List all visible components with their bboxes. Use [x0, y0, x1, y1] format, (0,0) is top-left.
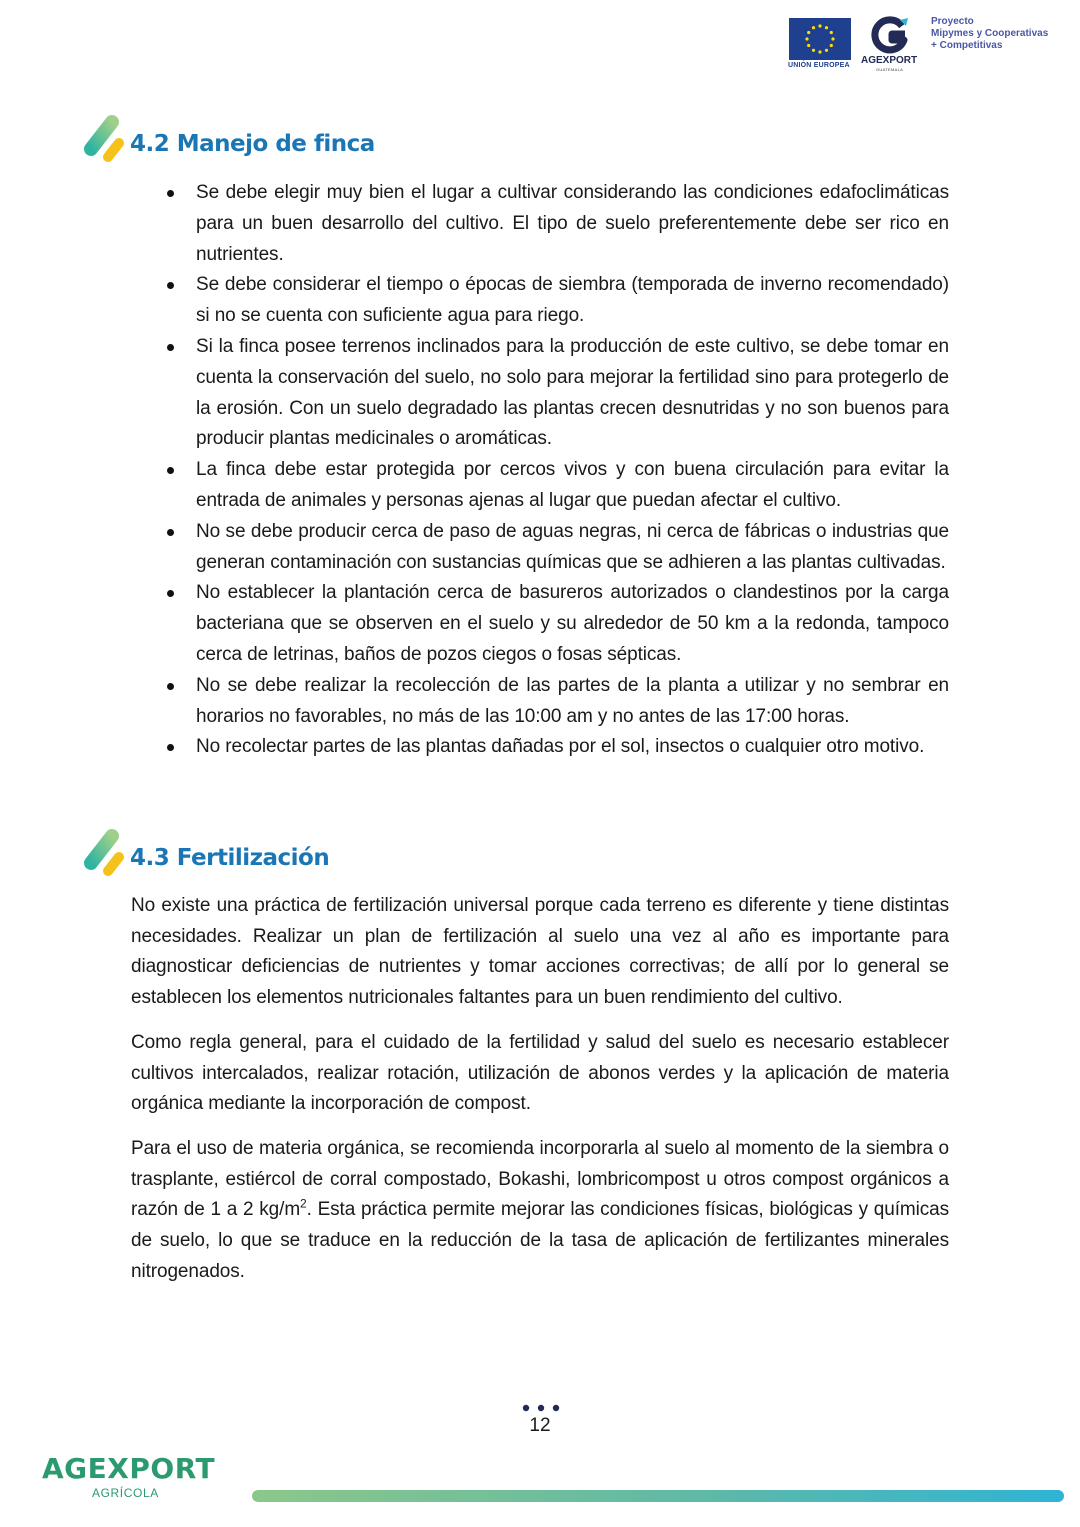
- section-title: 4.3 Fertilización: [130, 845, 330, 871]
- list-item: No recolectar partes de las plantas dañadas por el sol, insectos o cualquier otro motivo.: [196, 732, 949, 763]
- farm-management-list: [196, 178, 949, 763]
- footer-gradient-bar: [252, 1490, 1064, 1502]
- superscript: 2: [300, 1197, 307, 1212]
- project-line: + Competitivas: [931, 40, 1003, 51]
- footer-brand-sub: AGRÍCOLA: [92, 1486, 159, 1500]
- list-item: Si la finca posee terrenos inclinados para la producción de este cultivo, se debe tomar en cuenta la conservación del suelo, no solo para mejorar la fertilidad sino para protegerlo de la erosión. Con un suelo degradado las plantas crecen desnutridas y no son buenos para producir plantas medicinales o aromáticas.: [196, 332, 949, 455]
- footer-brand: AGEXPORT: [42, 1452, 216, 1485]
- section-leaf-icon: [82, 113, 128, 165]
- eu-label: UNIÓN EUROPEA: [788, 62, 850, 69]
- header-logos: [786, 14, 1066, 76]
- paragraph: Como regla general, para el cuidado de la fertilidad y salud del suelo es necesario establecer cultivos intercalados, realizar rotación, utilización de abonos verdes y la aplicación de materia orgánica mediante la incorporación de compost.: [131, 1032, 949, 1115]
- eu-flag-icon: [789, 18, 851, 60]
- page-number: 12: [529, 1415, 551, 1436]
- agexport-sub: GUATEMALA: [876, 67, 904, 72]
- list-item: No se debe producir cerca de paso de aguas negras, ni cerca de fábricas o industrias que generan contaminación con sustancias químicas que se adhieren a las plantas cultivadas.: [196, 517, 949, 579]
- project-line: Proyecto: [931, 16, 974, 27]
- list-item: La finca debe estar protegida por cercos vivos y con buena circulación para evitar la entrada de animales y personas ajenas al lugar que puedan afectar el cultivo.: [196, 455, 949, 517]
- paragraph-text: Para el uso de materia orgánica, se recomienda incorporarla al suelo al momento de la siembra o trasplante, estiércol de corral compostado, Bokashi, lombricompost u otros compost orgánicos a razón de 1 a 2 kg/m: [131, 1138, 949, 1221]
- agexport-g-icon: [870, 16, 910, 56]
- paragraph: [131, 1134, 949, 1288]
- section-title: 4.2 Manejo de finca: [130, 131, 375, 157]
- list-item: Se debe elegir muy bien el lugar a cultivar considerando las condiciones edafoclimáticas para un buen desarrollo del cultivo. El tipo de suelo preferentemente debe ser rico en nutrientes.: [196, 178, 949, 270]
- project-line: Mipymes y Cooperativas: [931, 28, 1049, 39]
- list-item: No se debe realizar la recolección de las partes de la planta a utilizar y no sembrar en horarios no favorables, no más de las 10:00 am y no antes de las 17:00 horas.: [196, 671, 949, 733]
- paragraph-text: . Esta práctica permite mejorar las condiciones físicas, biológicas y químicas de suelo, lo que se traduce en la reducción de la tasa de aplicación de fertilizantes minerales nitrogenados.: [131, 1199, 950, 1282]
- list-item: Se debe considerar el tiempo o épocas de siembra (temporada de inverno recomendado) si no se cuenta con suficiente agua para riego.: [196, 270, 949, 332]
- agexport-label: AGEXPORT: [861, 55, 918, 66]
- project-name: [931, 16, 1048, 52]
- page-dots-icon: [522, 1404, 560, 1412]
- section-leaf-icon: [82, 827, 128, 879]
- list-item: No establecer la plantación cerca de basureros autorizados o clandestinos por la carga bacteriana que se observen en el suelo y su alrededor de 50 km a la redonda, tampoco cerca de letrinas, baños de pozos ciegos o fosas sépticas.: [196, 578, 949, 670]
- paragraph: No existe una práctica de fertilización universal porque cada terreno es diferente y tiene distintas necesidades. Realizar un plan de fertilización al suelo una vez al año es importante para diagnosticar deficiencias de nutrientes y tomar acciones correctivas; de allí por lo general se establecen los elementos nutricionales faltantes para un buen rendimiento del cultivo.: [131, 895, 949, 1009]
